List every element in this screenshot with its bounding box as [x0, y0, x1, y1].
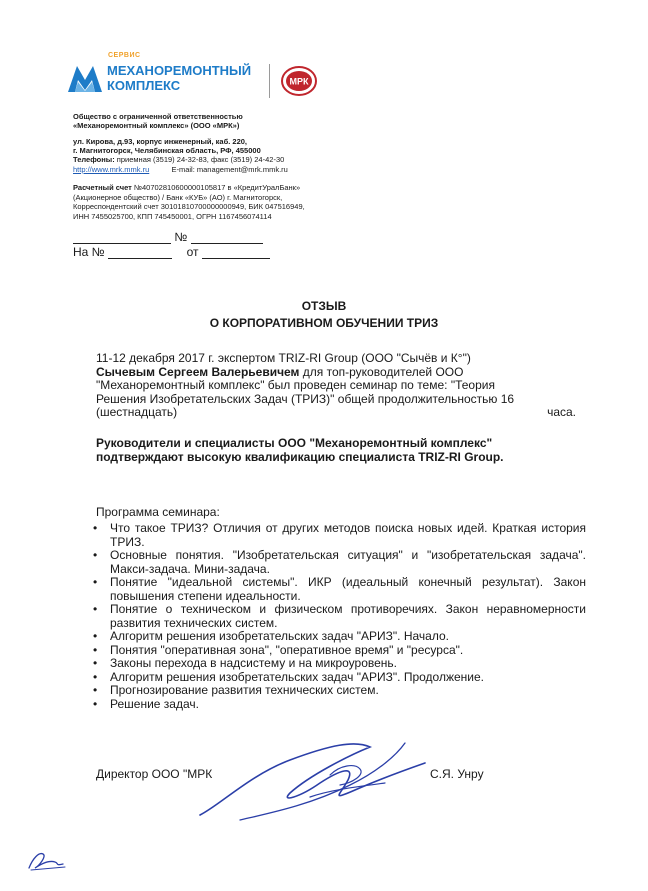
- logo-company-line1: МЕХАНОРЕМОНТНЫЙ: [107, 63, 252, 78]
- list-item: [90, 549, 586, 576]
- mrk-badge-icon: [281, 66, 317, 96]
- list-item: [90, 603, 586, 630]
- bullet-icon: •: [93, 629, 98, 643]
- bullet-icon: •: [93, 548, 98, 562]
- list-item: [90, 671, 586, 685]
- signer-name: С.Я. Унру: [430, 767, 484, 781]
- address-block: [73, 137, 284, 164]
- bullet-icon: •: [93, 683, 98, 697]
- organization-name-line1: Общество с ограниченной ответственностью: [73, 112, 243, 121]
- outgoing-number-blank: [73, 232, 171, 244]
- intro-line3: "Механоремонтный комплекс" был проведен семинар по теме: "Теория: [96, 378, 495, 392]
- list-item-text: Прогнозирование развития технических систем.: [110, 683, 379, 697]
- company-logo-icon: [68, 62, 102, 92]
- phones-value: приемная (3519) 24-32-83, факс (3519) 24-42-30: [116, 155, 285, 164]
- bank-line2: (Акционерное общество) / Банк «КУБ» (АО) г. Магнитогорск,: [73, 192, 283, 202]
- organization-name: [73, 112, 243, 130]
- signer-position: Директор ООО "МРК: [96, 767, 213, 781]
- program-title: Программа семинара:: [96, 505, 220, 519]
- bullet-icon: •: [93, 642, 98, 657]
- confirmation-line1: Руководители и специалисты ООО "Механоремонтный комплекс": [96, 436, 493, 450]
- confirmation-line2: подтверждают высокую квалификацию специалиста TRIZ-RI Group.: [96, 449, 504, 464]
- list-item: [90, 698, 586, 712]
- intro-line2-rest: для топ-руководителей ООО: [299, 364, 464, 379]
- logo-divider: [269, 64, 270, 98]
- bank-account-value: №40702810600000105817 в «КредитУралБанк»: [133, 183, 301, 192]
- list-item: [90, 657, 586, 671]
- website-link[interactable]: http://www.mrk.mmk.ru: [73, 165, 150, 174]
- list-item: [90, 576, 586, 603]
- address-line2: г. Магнитогорск, Челябинская область, РФ, 455000: [73, 146, 261, 155]
- in-reply-label: На №: [73, 245, 105, 259]
- bullet-icon: •: [93, 669, 98, 684]
- list-item-text: Решение задач.: [110, 696, 199, 711]
- reply-date-blank: [202, 247, 270, 259]
- intro-line1: 11-12 декабря 2017 г. экспертом TRIZ-RI Group (ООО "Сычёв и К°"): [96, 351, 471, 365]
- document-title-line1: ОТЗЫВ: [301, 299, 347, 313]
- initials-mark-icon: [25, 848, 70, 873]
- mrk-badge-text: МРК: [289, 76, 309, 87]
- number-sign: №: [174, 230, 188, 244]
- outgoing-date-blank: [191, 232, 263, 244]
- list-item-text: Алгоритм решения изобретательских задач "АРИЗ". Продолжение.: [110, 669, 484, 684]
- bank-line3: Корреспондентский счет 30101810700000000949, БИК 047516949,: [73, 202, 305, 211]
- bullet-icon: •: [93, 575, 98, 589]
- phones-label: Телефоны:: [73, 155, 115, 164]
- list-item: [90, 522, 586, 549]
- outgoing-number-row: [73, 230, 263, 244]
- bank-account-label: Расчетный счет: [73, 183, 132, 192]
- bank-line4: ИНН 7455025700, КПП 745450001, ОГРН 1167456074114: [73, 211, 272, 221]
- email-text: E-mail: management@mrk.mmk.ru: [171, 165, 288, 174]
- logo-company-line2: КОМПЛЕКС: [107, 78, 181, 93]
- intro-line5b: часа.: [547, 405, 576, 419]
- list-item-text: Что такое ТРИЗ? Отличия от других методов поиска новых идей. Краткая история ТРИЗ.: [110, 521, 586, 549]
- list-item-text: Законы перехода в надсистему и на микроуровень.: [110, 656, 398, 670]
- bullet-icon: •: [93, 656, 98, 670]
- bank-details: [73, 183, 305, 221]
- list-item-text: Понятия "оперативная зона", "оперативное время" и "ресурса".: [110, 642, 464, 657]
- organization-name-line2: «Механоремонтный комплекс» (ООО «МРК»): [73, 121, 240, 130]
- expert-name: Сычевым Сергеем Валерьевичем: [96, 364, 300, 379]
- bullet-icon: •: [93, 602, 98, 616]
- handwritten-signature-icon: [180, 735, 440, 830]
- list-item-text: Основные понятия. "Изобретательская ситуация" и "изобретательская задача". Макси-задача. Мини-задача.: [110, 548, 586, 576]
- list-item-text: Понятие о техническом и физическом противоречиях. Закон неравномерности развития технических систем.: [110, 602, 586, 630]
- bullet-icon: •: [93, 696, 98, 711]
- intro-paragraph: [96, 352, 582, 420]
- intro-line4: Решения Изобретательских Задач (ТРИЗ)" общей продолжительностью 16: [96, 391, 515, 406]
- list-item: [90, 684, 586, 698]
- list-item: [90, 644, 586, 658]
- confirmation-paragraph: [96, 437, 582, 464]
- intro-line5a: (шестнадцать): [96, 405, 178, 419]
- reply-number-row: [73, 245, 270, 259]
- list-item-text: Понятие "идеальной системы". ИКР (идеальный конечный результат). Закон повышения степени идеальности.: [110, 575, 586, 603]
- list-item: [90, 630, 586, 644]
- document-title-line2: О КОРПОРАТИВНОМ ОБУЧЕНИИ ТРИЗ: [209, 316, 439, 330]
- reply-number-blank: [108, 247, 172, 259]
- contact-row: [73, 165, 288, 174]
- from-label: от: [186, 245, 199, 259]
- bullet-icon: •: [93, 521, 98, 535]
- list-item-text: Алгоритм решения изобретательских задач "АРИЗ". Начало.: [110, 629, 449, 643]
- logo-service-label: СЕРВИС: [108, 52, 141, 59]
- program-list: [90, 522, 586, 711]
- address-line1: ул. Кирова, д.93, корпус инженерный, каб. 220,: [73, 137, 247, 146]
